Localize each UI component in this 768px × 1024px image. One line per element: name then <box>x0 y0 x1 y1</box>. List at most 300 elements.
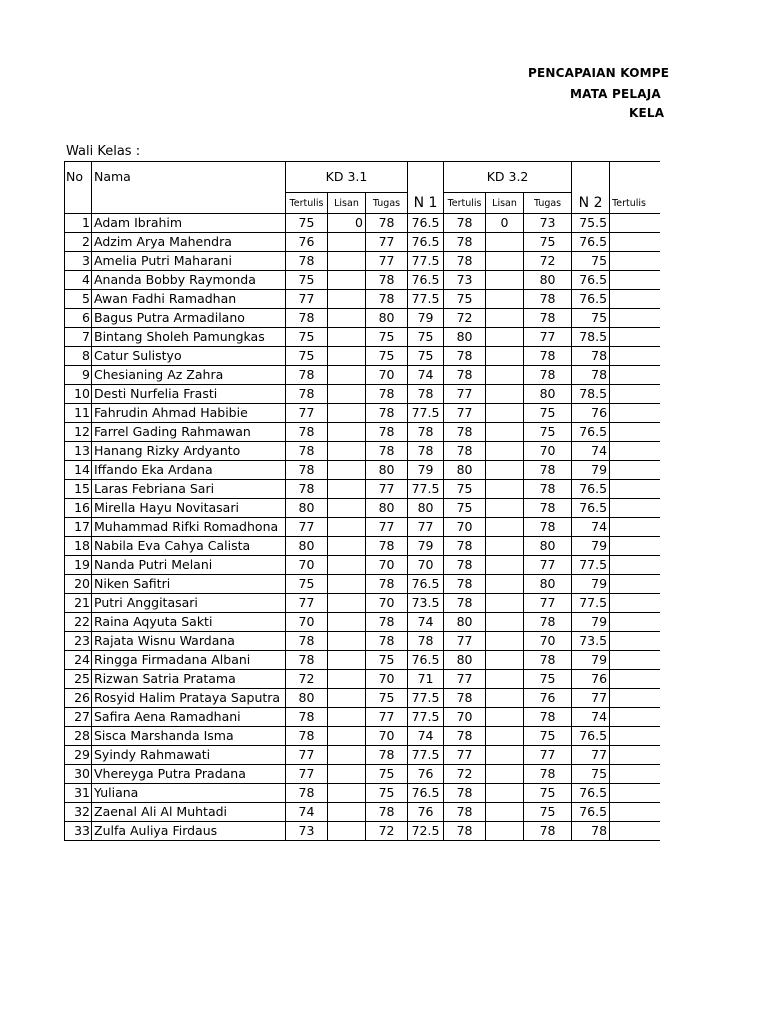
kd32-tugas: 78 <box>524 499 572 518</box>
kd31-lisan <box>328 822 366 841</box>
table-row <box>65 556 661 575</box>
row-number: 13 <box>65 442 92 461</box>
kd31-tugas: 77 <box>366 480 408 499</box>
kd32-lisan <box>486 404 524 423</box>
n2-value: 78 <box>572 822 610 841</box>
n1-value: 77.5 <box>408 404 444 423</box>
row-number: 4 <box>65 271 92 290</box>
kd32-tertulis: 75 <box>444 480 486 499</box>
n1-value: 74 <box>408 727 444 746</box>
table-row <box>65 214 661 233</box>
kd31-tertulis: 78 <box>286 727 328 746</box>
next-column-cell <box>610 594 660 613</box>
kd31-lisan <box>328 651 366 670</box>
header-kd32: KD 3.2 <box>444 162 572 193</box>
n2-value: 77.5 <box>572 594 610 613</box>
n1-value: 77.5 <box>408 252 444 271</box>
kd31-tugas: 78 <box>366 385 408 404</box>
row-number: 14 <box>65 461 92 480</box>
kd31-tertulis: 70 <box>286 556 328 575</box>
row-number: 12 <box>65 423 92 442</box>
n1-value: 73.5 <box>408 594 444 613</box>
n2-value: 76.5 <box>572 480 610 499</box>
n2-value: 74 <box>572 708 610 727</box>
document-title-line-1: PENCAPAIAN KOMPE <box>528 66 670 80</box>
kd32-tugas: 78 <box>524 765 572 784</box>
kd32-tugas: 78 <box>524 613 572 632</box>
kd31-tugas: 78 <box>366 632 408 651</box>
kd32-tugas: 75 <box>524 670 572 689</box>
row-number: 26 <box>65 689 92 708</box>
kd31-lisan <box>328 518 366 537</box>
kd31-tertulis: 77 <box>286 404 328 423</box>
kd32-lisan <box>486 556 524 575</box>
kd31-tertulis: 78 <box>286 252 328 271</box>
kd31-tertulis: 78 <box>286 632 328 651</box>
n2-value: 76.5 <box>572 499 610 518</box>
kd32-tugas: 76 <box>524 689 572 708</box>
next-column-cell <box>610 670 660 689</box>
kd31-tugas: 77 <box>366 708 408 727</box>
next-column-cell <box>610 233 660 252</box>
kd31-tugas: 75 <box>366 689 408 708</box>
table-row <box>65 480 661 499</box>
kd31-tertulis: 77 <box>286 746 328 765</box>
table-row <box>65 309 661 328</box>
n2-value: 76 <box>572 670 610 689</box>
next-column-cell <box>610 442 660 461</box>
row-number: 18 <box>65 537 92 556</box>
row-number: 30 <box>65 765 92 784</box>
kd31-lisan <box>328 404 366 423</box>
kd31-lisan <box>328 575 366 594</box>
kd32-tertulis: 77 <box>444 746 486 765</box>
n2-value: 76.5 <box>572 290 610 309</box>
student-name: Chesianing Az Zahra <box>92 366 286 385</box>
kd32-tertulis: 78 <box>444 442 486 461</box>
kd32-lisan <box>486 461 524 480</box>
student-name: Bintang Sholeh Pamungkas <box>92 328 286 347</box>
kd32-lisan <box>486 385 524 404</box>
kd32-tugas: 77 <box>524 594 572 613</box>
kd31-tugas: 78 <box>366 423 408 442</box>
next-column-cell <box>610 385 660 404</box>
n2-value: 75 <box>572 765 610 784</box>
row-number: 24 <box>65 651 92 670</box>
student-name: Adzim Arya Mahendra <box>92 233 286 252</box>
header-next-spacer <box>610 162 660 193</box>
header-row-2 <box>65 193 661 214</box>
kd31-lisan <box>328 499 366 518</box>
row-number: 17 <box>65 518 92 537</box>
kd31-lisan <box>328 309 366 328</box>
kd32-lisan <box>486 518 524 537</box>
kd32-tugas: 75 <box>524 727 572 746</box>
kd32-tertulis: 80 <box>444 461 486 480</box>
table-row <box>65 518 661 537</box>
kd31-tugas: 70 <box>366 670 408 689</box>
n1-value: 76.5 <box>408 651 444 670</box>
kd31-tertulis: 73 <box>286 822 328 841</box>
row-number: 22 <box>65 613 92 632</box>
n1-value: 78 <box>408 423 444 442</box>
kd31-lisan <box>328 252 366 271</box>
next-column-cell <box>610 708 660 727</box>
kd32-tugas: 78 <box>524 708 572 727</box>
student-name: Catur Sulistyo <box>92 347 286 366</box>
kd31-lisan <box>328 442 366 461</box>
next-column-cell <box>610 309 660 328</box>
kd32-tertulis: 78 <box>444 594 486 613</box>
header-n1: N 1 <box>408 193 444 214</box>
row-number: 10 <box>65 385 92 404</box>
next-column-cell <box>610 765 660 784</box>
kd32-tertulis: 78 <box>444 784 486 803</box>
table-row <box>65 290 661 309</box>
n1-value: 76 <box>408 765 444 784</box>
kd31-tugas: 78 <box>366 613 408 632</box>
n2-value: 79 <box>572 651 610 670</box>
header-tugas-1: Tugas <box>366 193 408 214</box>
kd32-lisan <box>486 537 524 556</box>
kd32-tertulis: 78 <box>444 214 486 233</box>
kd31-tugas: 78 <box>366 575 408 594</box>
kd32-tertulis: 77 <box>444 670 486 689</box>
student-name: Awan Fadhi Ramadhan <box>92 290 286 309</box>
n2-value: 79 <box>572 537 610 556</box>
kd32-tugas: 77 <box>524 746 572 765</box>
next-column-cell <box>610 461 660 480</box>
n2-value: 78 <box>572 366 610 385</box>
table-row <box>65 442 661 461</box>
kd32-lisan <box>486 309 524 328</box>
kd32-tugas: 78 <box>524 518 572 537</box>
kd31-tugas: 77 <box>366 233 408 252</box>
table-row <box>65 575 661 594</box>
n2-value: 79 <box>572 461 610 480</box>
n1-value: 70 <box>408 556 444 575</box>
wali-kelas-label: Wali Kelas : <box>66 144 141 159</box>
row-number: 5 <box>65 290 92 309</box>
student-name: Amelia Putri Maharani <box>92 252 286 271</box>
table-row <box>65 499 661 518</box>
row-number: 7 <box>65 328 92 347</box>
student-name: Raina Aqyuta Sakti <box>92 613 286 632</box>
next-column-cell <box>610 423 660 442</box>
n1-value: 77.5 <box>408 689 444 708</box>
student-name: Safira Aena Ramadhani <box>92 708 286 727</box>
student-name: Mirella Hayu Novitasari <box>92 499 286 518</box>
kd32-lisan <box>486 689 524 708</box>
kd32-tugas: 70 <box>524 632 572 651</box>
n1-value: 76 <box>408 803 444 822</box>
n1-value: 76.5 <box>408 214 444 233</box>
table-row <box>65 708 661 727</box>
n1-value: 77.5 <box>408 480 444 499</box>
kd31-tertulis: 77 <box>286 290 328 309</box>
kd31-lisan <box>328 537 366 556</box>
student-name: Zulfa Auliya Firdaus <box>92 822 286 841</box>
n1-value: 79 <box>408 461 444 480</box>
kd31-tertulis: 78 <box>286 651 328 670</box>
next-column-cell <box>610 727 660 746</box>
header-n2: N 2 <box>572 193 610 214</box>
kd32-lisan: 0 <box>486 214 524 233</box>
document-title-line-2: MATA PELAJA <box>570 87 661 101</box>
n2-value: 78 <box>572 347 610 366</box>
n1-value: 76.5 <box>408 271 444 290</box>
kd32-tertulis: 78 <box>444 822 486 841</box>
table-row <box>65 822 661 841</box>
n2-value: 75 <box>572 309 610 328</box>
next-column-cell <box>610 499 660 518</box>
row-number: 3 <box>65 252 92 271</box>
next-column-cell <box>610 404 660 423</box>
table-row <box>65 651 661 670</box>
next-column-cell <box>610 613 660 632</box>
kd31-lisan <box>328 290 366 309</box>
n1-value: 74 <box>408 366 444 385</box>
table-row <box>65 271 661 290</box>
kd32-tugas: 78 <box>524 651 572 670</box>
row-number: 33 <box>65 822 92 841</box>
student-name: Rizwan Satria Pratama <box>92 670 286 689</box>
student-name: Niken Safitri <box>92 575 286 594</box>
next-column-cell <box>610 575 660 594</box>
n1-value: 77.5 <box>408 708 444 727</box>
kd31-tugas: 70 <box>366 366 408 385</box>
table-row <box>65 366 661 385</box>
kd31-lisan <box>328 689 366 708</box>
kd31-tertulis: 78 <box>286 366 328 385</box>
kd32-lisan <box>486 328 524 347</box>
kd31-lisan <box>328 328 366 347</box>
kd32-tertulis: 77 <box>444 385 486 404</box>
kd32-tugas: 78 <box>524 461 572 480</box>
kd32-tugas: 80 <box>524 575 572 594</box>
student-name: Putri Anggitasari <box>92 594 286 613</box>
header-tertulis-1: Tertulis <box>286 193 328 214</box>
kd31-tertulis: 78 <box>286 385 328 404</box>
student-name: Fahrudin Ahmad Habibie <box>92 404 286 423</box>
student-name: Rajata Wisnu Wardana <box>92 632 286 651</box>
kd31-tertulis: 80 <box>286 689 328 708</box>
next-column-cell <box>610 689 660 708</box>
kd31-tertulis: 78 <box>286 784 328 803</box>
kd32-tertulis: 75 <box>444 499 486 518</box>
kd32-tertulis: 80 <box>444 651 486 670</box>
kd31-tertulis: 75 <box>286 328 328 347</box>
row-number: 9 <box>65 366 92 385</box>
n2-value: 75.5 <box>572 214 610 233</box>
kd32-tertulis: 78 <box>444 252 486 271</box>
kd31-tertulis: 78 <box>286 480 328 499</box>
kd31-tugas: 75 <box>366 784 408 803</box>
table-row <box>65 594 661 613</box>
kd32-lisan <box>486 803 524 822</box>
n1-value: 77.5 <box>408 746 444 765</box>
row-number: 2 <box>65 233 92 252</box>
kd32-tugas: 78 <box>524 366 572 385</box>
kd32-tertulis: 78 <box>444 366 486 385</box>
kd32-tertulis: 72 <box>444 765 486 784</box>
header-n2-spacer <box>572 162 610 193</box>
kd31-lisan <box>328 670 366 689</box>
kd31-lisan <box>328 271 366 290</box>
kd32-tugas: 78 <box>524 822 572 841</box>
next-column-cell <box>610 290 660 309</box>
kd32-lisan <box>486 252 524 271</box>
student-name: Adam Ibrahim <box>92 214 286 233</box>
row-number: 6 <box>65 309 92 328</box>
table-row <box>65 404 661 423</box>
document-title-line-3: KELA <box>629 106 665 120</box>
n2-value: 76.5 <box>572 727 610 746</box>
kd32-lisan <box>486 727 524 746</box>
kd32-tertulis: 80 <box>444 613 486 632</box>
kd32-tugas: 78 <box>524 290 572 309</box>
kd31-lisan <box>328 632 366 651</box>
kd31-tertulis: 70 <box>286 613 328 632</box>
row-number: 11 <box>65 404 92 423</box>
row-number: 31 <box>65 784 92 803</box>
header-lisan-1: Lisan <box>328 193 366 214</box>
n1-value: 79 <box>408 309 444 328</box>
header-row-1 <box>65 162 661 193</box>
table-row <box>65 328 661 347</box>
kd31-tertulis: 80 <box>286 537 328 556</box>
table-row <box>65 803 661 822</box>
n1-value: 75 <box>408 328 444 347</box>
kd31-tugas: 80 <box>366 461 408 480</box>
n2-value: 76.5 <box>572 784 610 803</box>
kd31-tertulis: 78 <box>286 442 328 461</box>
kd31-lisan: 0 <box>328 214 366 233</box>
row-number: 1 <box>65 214 92 233</box>
header-kd31: KD 3.1 <box>286 162 408 193</box>
kd31-tertulis: 77 <box>286 518 328 537</box>
kd32-tugas: 75 <box>524 404 572 423</box>
kd32-lisan <box>486 594 524 613</box>
next-column-cell <box>610 366 660 385</box>
student-name: Desti Nurfelia Frasti <box>92 385 286 404</box>
kd31-tugas: 72 <box>366 822 408 841</box>
kd32-tugas: 80 <box>524 385 572 404</box>
next-column-cell <box>610 537 660 556</box>
table-row <box>65 784 661 803</box>
kd31-lisan <box>328 803 366 822</box>
table-row <box>65 746 661 765</box>
kd31-tertulis: 75 <box>286 271 328 290</box>
table-row <box>65 233 661 252</box>
kd31-tugas: 70 <box>366 594 408 613</box>
n1-value: 76.5 <box>408 784 444 803</box>
kd31-tugas: 78 <box>366 214 408 233</box>
student-name: Sisca Marshanda Isma <box>92 727 286 746</box>
table-row <box>65 423 661 442</box>
kd32-lisan <box>486 822 524 841</box>
n1-value: 78 <box>408 385 444 404</box>
row-number: 29 <box>65 746 92 765</box>
n2-value: 76.5 <box>572 233 610 252</box>
kd32-lisan <box>486 708 524 727</box>
kd32-tertulis: 77 <box>444 404 486 423</box>
kd31-tertulis: 78 <box>286 708 328 727</box>
grades-table <box>64 161 660 841</box>
kd31-tugas: 78 <box>366 442 408 461</box>
n1-value: 77.5 <box>408 290 444 309</box>
kd32-tertulis: 73 <box>444 271 486 290</box>
n1-value: 74 <box>408 613 444 632</box>
next-column-cell <box>610 328 660 347</box>
kd31-tertulis: 75 <box>286 214 328 233</box>
row-number: 23 <box>65 632 92 651</box>
kd31-tugas: 75 <box>366 328 408 347</box>
student-name: Vhereyga Putra Pradana <box>92 765 286 784</box>
n1-value: 78 <box>408 442 444 461</box>
kd32-tugas: 75 <box>524 423 572 442</box>
kd31-tertulis: 75 <box>286 347 328 366</box>
kd32-tugas: 80 <box>524 537 572 556</box>
kd32-tertulis: 78 <box>444 575 486 594</box>
kd32-lisan <box>486 784 524 803</box>
kd32-lisan <box>486 233 524 252</box>
header-no: No <box>65 162 92 193</box>
student-name: Zaenal Ali Al Muhtadi <box>92 803 286 822</box>
n1-value: 77 <box>408 518 444 537</box>
kd32-tertulis: 78 <box>444 727 486 746</box>
header-tertulis-3: Tertulis <box>610 193 660 214</box>
n2-value: 75 <box>572 252 610 271</box>
kd32-lisan <box>486 613 524 632</box>
table-row <box>65 252 661 271</box>
kd31-tugas: 70 <box>366 556 408 575</box>
student-name: Ananda Bobby Raymonda <box>92 271 286 290</box>
kd31-lisan <box>328 385 366 404</box>
kd32-lisan <box>486 575 524 594</box>
n2-value: 79 <box>572 575 610 594</box>
n1-value: 78 <box>408 632 444 651</box>
kd32-lisan <box>486 347 524 366</box>
header-no-blank <box>65 193 92 214</box>
header-n1-spacer <box>408 162 444 193</box>
kd32-lisan <box>486 651 524 670</box>
kd32-lisan <box>486 632 524 651</box>
kd31-tugas: 80 <box>366 499 408 518</box>
next-column-cell <box>610 632 660 651</box>
n2-value: 77 <box>572 746 610 765</box>
n1-value: 71 <box>408 670 444 689</box>
n2-value: 77 <box>572 689 610 708</box>
kd32-tertulis: 80 <box>444 328 486 347</box>
row-number: 28 <box>65 727 92 746</box>
kd31-tertulis: 75 <box>286 575 328 594</box>
student-name: Nabila Eva Cahya Calista <box>92 537 286 556</box>
n1-value: 76.5 <box>408 233 444 252</box>
kd32-tugas: 77 <box>524 328 572 347</box>
n1-value: 79 <box>408 537 444 556</box>
n2-value: 79 <box>572 613 610 632</box>
next-column-cell <box>610 803 660 822</box>
table-row <box>65 347 661 366</box>
kd32-tertulis: 75 <box>444 290 486 309</box>
kd32-tertulis: 78 <box>444 803 486 822</box>
table-row <box>65 537 661 556</box>
kd32-lisan <box>486 423 524 442</box>
kd31-tugas: 78 <box>366 537 408 556</box>
row-number: 8 <box>65 347 92 366</box>
student-name: Laras Febriana Sari <box>92 480 286 499</box>
